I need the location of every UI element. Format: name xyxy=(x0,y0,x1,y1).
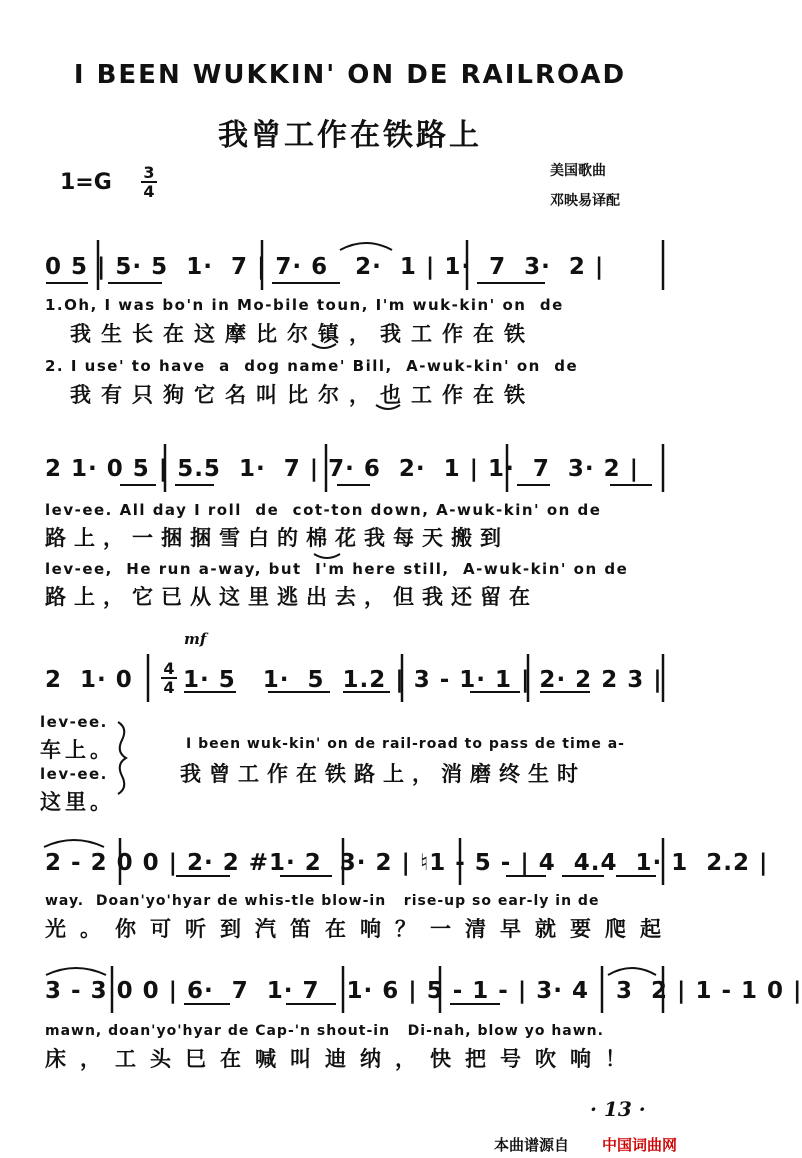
verse2-lyric-en-end: lev-ee. xyxy=(40,765,108,783)
verse2-lyric-cn-line-1: 我有只狗它名叫比尔，也工作在铁 xyxy=(70,383,535,407)
chorus-lyric-en-line-3: mawn, doan'yo'hyar de Cap-'n shout-in Di-nah, blow yo hawn. xyxy=(45,1023,604,1039)
verse2-lyric-cn-end: 这里。 xyxy=(40,790,115,814)
footer-source-text: 本曲谱源自 xyxy=(494,1136,570,1154)
chorus-lyric-cn-line-2: 光。你可听到汽笛在响？一清早就要爬起 xyxy=(45,917,675,941)
song-title-english: I BEEN WUKKIN' ON DE RAILROAD xyxy=(73,60,627,90)
score-line-3-lead: 2 1· 0 xyxy=(45,667,133,693)
time-signature-bottom: 4 xyxy=(143,182,155,201)
chorus-lyric-cn-line-3: 床，工头巳在喊叫迪纳，快把号吹响！ xyxy=(45,1047,640,1071)
time-change-top: 4 xyxy=(163,659,175,678)
footer-site-link[interactable]: 中国词曲网 xyxy=(602,1136,678,1154)
verse1-lyric-cn-line-1: 我生长在这摩比尔镇，我工作在铁 xyxy=(70,322,535,346)
verse1-lyric-cn-line-2: 路上，一捆捆雪白的棉花我每天搬到 xyxy=(45,526,509,550)
song-origin: 美国歌曲 xyxy=(550,163,606,179)
verse2-lyric-en-line-1: 2. I use' to have a dog name' Bill, A-wuk-kin' on de xyxy=(45,357,579,375)
verse1-lyric-en-line-1: 1.Oh, I was bo'n in Mo-bile toun, I'm wuk-kin' on de xyxy=(45,296,564,314)
chorus-lyric-cn-line-1: 我曾工作在铁路上，消磨终生时 xyxy=(180,762,586,786)
chorus-lyric-en-line-1: I been wuk-kin' on de rail-road to pass de time a- xyxy=(186,736,625,752)
verse2-lyric-cn-line-2: 路上，它已从这里逃出去，但我还留在 xyxy=(45,585,538,609)
time-signature-top: 3 xyxy=(143,163,155,182)
chorus-lyric-en-line-2: way. Doan'yo'hyar de whis-tle blow-in rise-up so ear-ly in de xyxy=(45,893,600,909)
time-change-bottom: 4 xyxy=(163,678,175,697)
score-line-2: 2 1· 0 5 | 5.5 1· 7 | 7· 6 2· 1 | 1· 7 3· 2 | xyxy=(45,456,639,482)
score-line-5: 3 - 3 0 0 | 6· 7 1· 7 1· 6 | 5 - 1 - | 3· 4 3 2 | 1 - 1 0 | xyxy=(45,978,802,1004)
verse1-lyric-en-end: lev-ee. xyxy=(40,713,108,731)
translator-credit: 邓映易译配 xyxy=(550,193,620,209)
key-signature: 1=G xyxy=(60,170,112,195)
verse2-lyric-en-line-2: lev-ee, He run a-way, but I'm here still, A-wuk-kin' on de xyxy=(45,560,629,578)
song-title-chinese: 我曾工作在铁路上 xyxy=(218,118,482,153)
score-line-4: 2 - 2 0 0 | 2· 2 #1· 2 3· 2 | ♮1 - 5 - | 4 4.4 1· 1 2.2 | xyxy=(45,850,769,876)
verse1-lyric-en-line-2: lev-ee. All day I roll de cot-ton down, A-wuk-kin' on de xyxy=(45,501,602,519)
score-line-1: 0 5 | 5· 5 1· 7 | 7· 6 2· 1 | 1· 7 3· 2 | xyxy=(45,254,605,280)
verse1-lyric-cn-end: 车上。 xyxy=(40,738,115,762)
dynamic-mark: mf xyxy=(184,630,207,648)
score-line-3: 1· 5 1· 5 1.2 | 3 - 1· 1 | 2· 2 2 3 | xyxy=(183,667,663,693)
page-number: · 13 · xyxy=(590,1097,646,1121)
